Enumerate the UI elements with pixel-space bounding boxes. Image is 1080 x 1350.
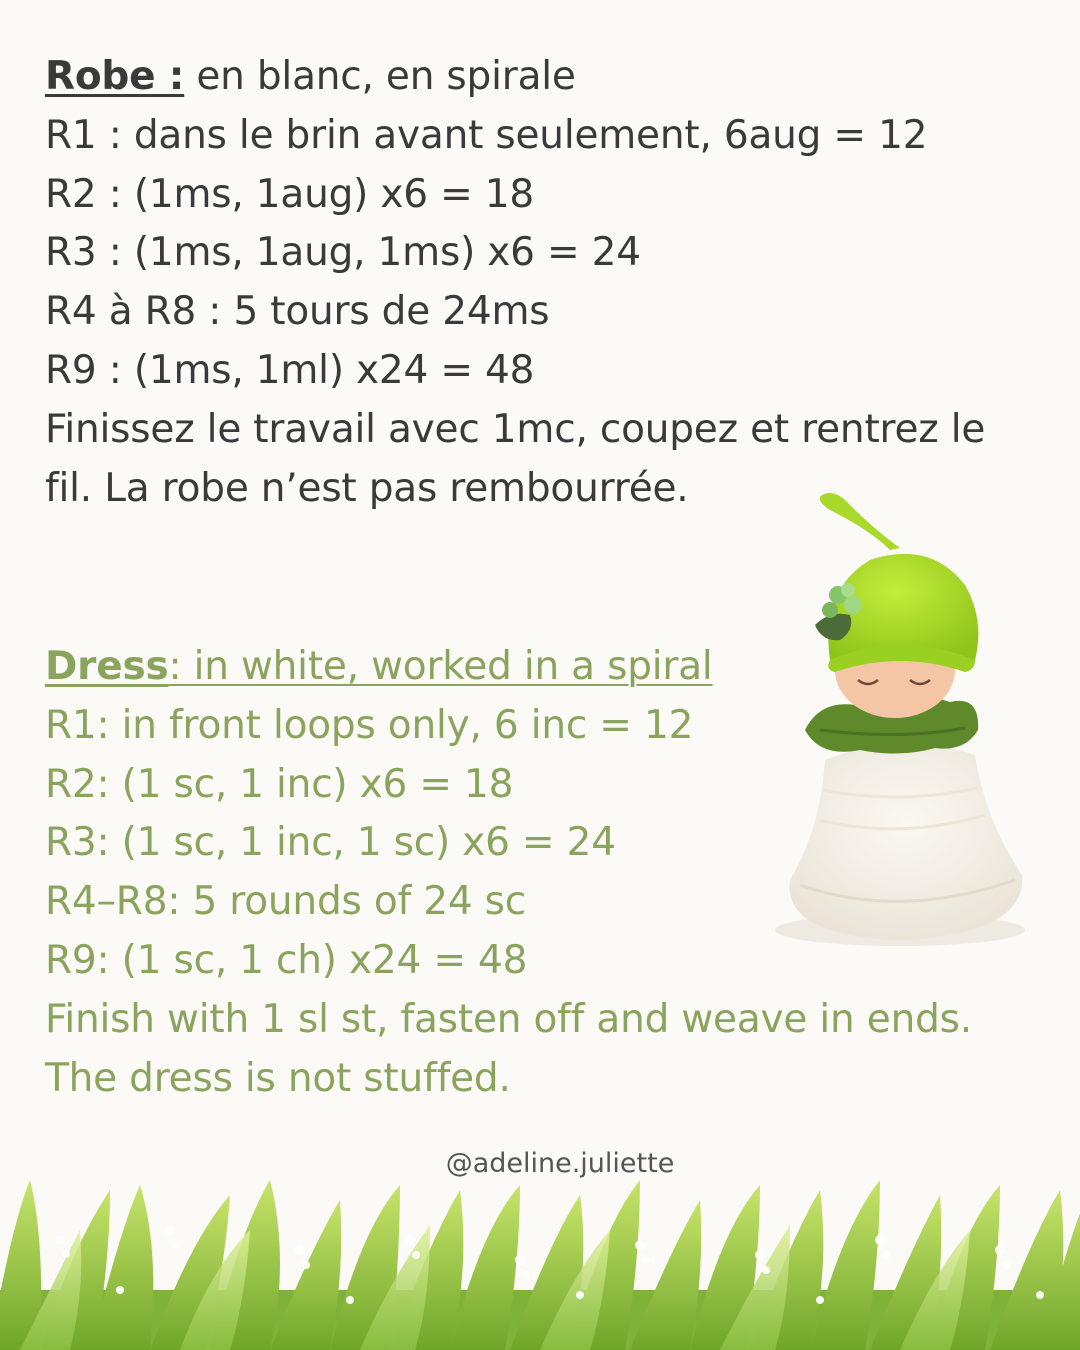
author-handle: @adeline.juliette	[445, 1148, 675, 1179]
french-line: R3 : (1ms, 1aug, 1ms) x6 = 24	[45, 230, 641, 276]
french-heading-line	[45, 48, 1060, 107]
french-line: Finissez le travail avec 1mc, coupez et rentrez le	[45, 406, 986, 452]
french-line: R9 : (1ms, 1ml) x24 = 48	[45, 347, 535, 393]
french-heading-rest: en blanc, en spirale	[184, 54, 576, 99]
english-line: R9: (1 sc, 1 ch) x24 = 48	[45, 937, 528, 983]
french-section	[45, 48, 1060, 518]
english-line: R2: (1 sc, 1 inc) x6 = 18	[45, 761, 514, 807]
french-line: R4 à R8 : 5 tours de 24ms	[45, 289, 550, 335]
english-line: R1: in front loops only, 6 inc = 12	[45, 702, 694, 748]
english-heading-rest: : in white, worked in a spiral	[168, 644, 713, 689]
english-line: R4–R8: 5 rounds of 24 sc	[45, 879, 526, 925]
english-line: The dress is not stuffed.	[45, 1055, 511, 1101]
french-line: R2 : (1ms, 1aug) x6 = 18	[45, 171, 534, 217]
french-heading: Robe :	[45, 54, 185, 99]
english-line: R3: (1 sc, 1 inc, 1 sc) x6 = 24	[45, 820, 616, 866]
english-line: Finish with 1 sl st, fasten off and weave in ends.	[45, 996, 972, 1042]
french-line: R1 : dans le brin avant seulement, 6aug = 12	[45, 112, 928, 158]
lily-of-the-valley-border-image	[0, 1170, 1080, 1350]
crochet-doll-image	[760, 490, 1060, 960]
english-heading: Dress	[45, 644, 169, 689]
french-line: fil. La robe n’est pas rembourrée.	[45, 465, 689, 511]
